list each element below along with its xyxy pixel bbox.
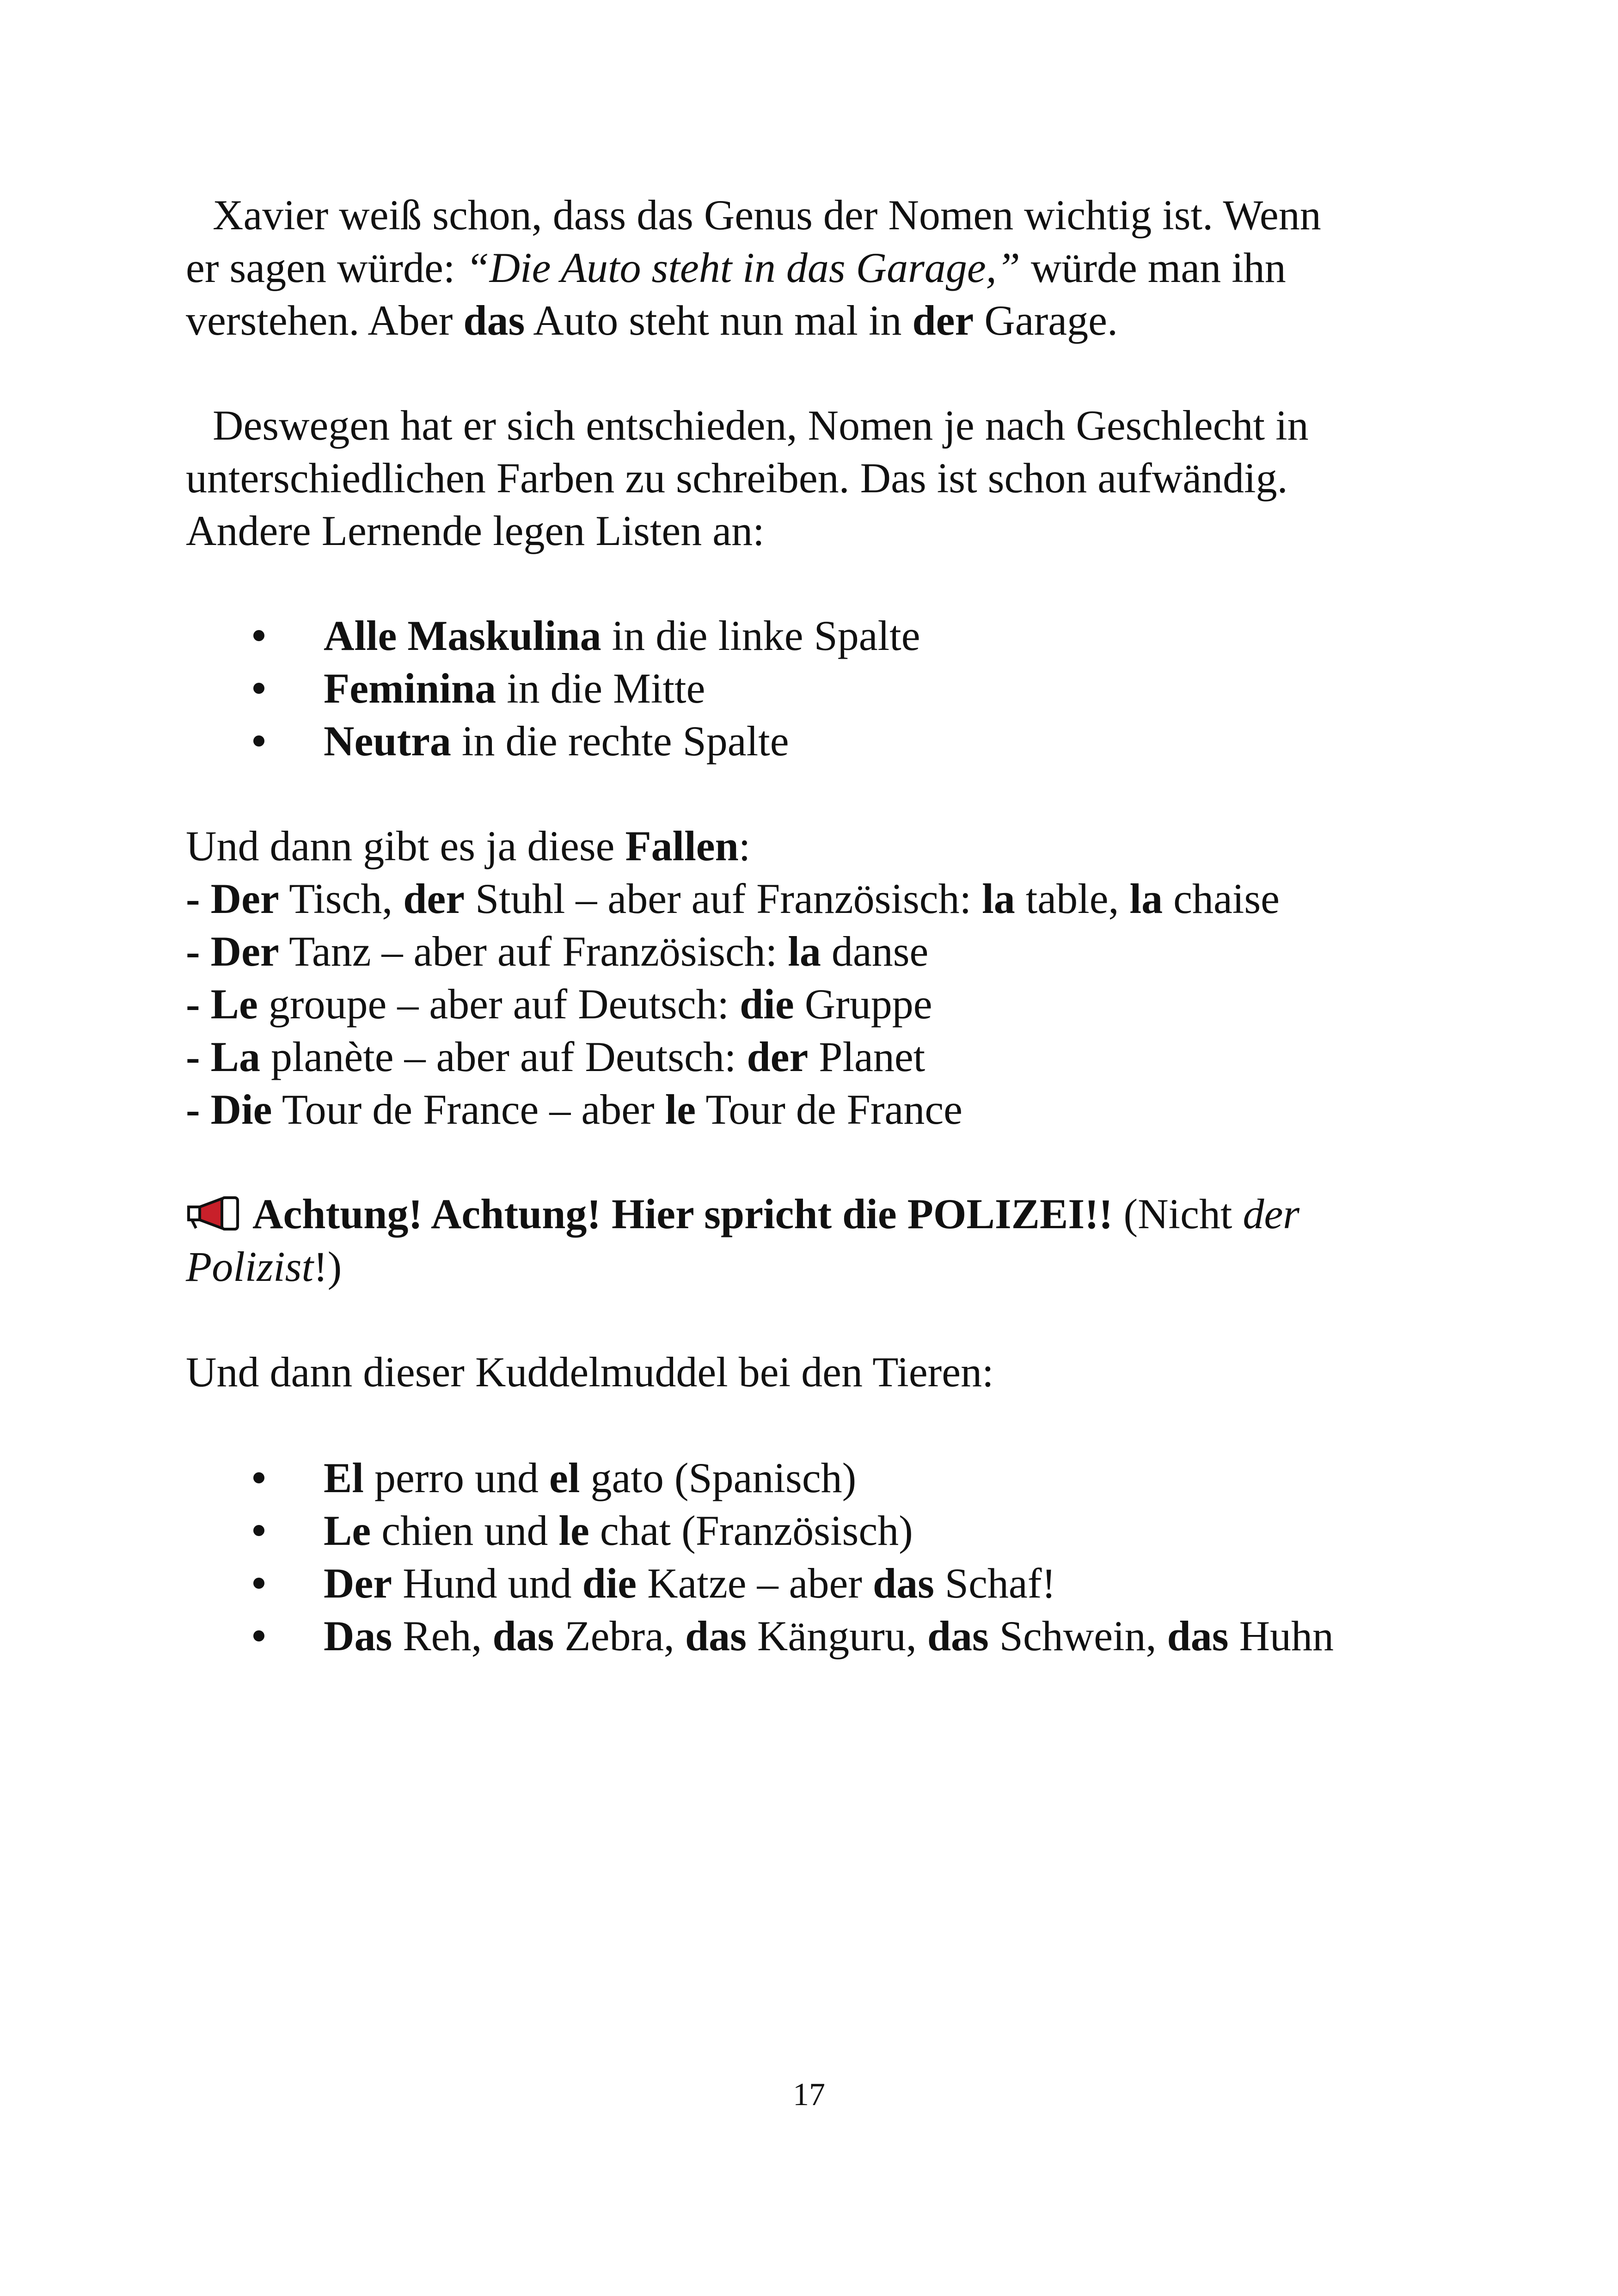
gender-list [253,609,1502,767]
article-bold: le [665,1086,696,1133]
article-bold: le [558,1507,589,1554]
paragraph-genus [186,189,1457,347]
police-notice [186,1188,1457,1293]
list-item [253,1504,1502,1557]
article-bold: Das [324,1612,392,1659]
bullet-icon [253,1525,264,1536]
list-item [253,609,1502,662]
trap-text: chaise [1163,875,1280,922]
bullet-icon [253,1578,264,1589]
notice-italic: der [1243,1190,1300,1237]
article-bold: der [912,297,974,344]
article-bold: das [927,1612,989,1659]
article-bold: der [747,1033,809,1080]
notice-text: !) [313,1243,342,1290]
list-item-text: in die linke Spalte [601,612,920,659]
trap-text: Tour de France – aber [272,1086,665,1133]
paragraph-text: unterschiedlichen Farben zu schreiben. Das ist schon aufwändig. [186,454,1288,502]
article-bold: das [463,297,525,344]
list-item-text: Reh, [392,1612,493,1659]
list-item [253,715,1502,767]
list-item-text: perro und [363,1454,550,1501]
article-bold: Le [324,1507,371,1554]
trap-line [186,925,1457,978]
article-bold: die [582,1560,637,1607]
paragraph-text: Xavier weiß schon, dass das Genus der Nomen wichtig ist. Wenn [213,191,1321,239]
list-item-text: chat (Französisch) [589,1507,913,1554]
article-bold: - Der [186,875,279,922]
bullet-icon [253,683,264,694]
list-item-text: Schaf! [934,1560,1056,1607]
article-bold: - Die [186,1086,272,1133]
bullet-icon [253,630,264,641]
article-bold: El [324,1454,364,1501]
list-item-bold: Feminina [324,665,496,712]
article-bold: Der [324,1560,392,1607]
list-item-text: Huhn [1228,1612,1334,1659]
list-item-text: in die rechte Spalte [451,717,789,765]
article-bold: das [492,1612,554,1659]
traps-keyword: Fallen [625,822,739,869]
paragraph-colors [186,399,1457,557]
article-bold: - Le [186,980,258,1028]
trap-text: table, [1015,875,1130,922]
list-item-text: Hund und [392,1560,582,1607]
article-bold: la [982,875,1015,922]
article-bold: - Der [186,928,279,975]
list-item-text: Schwein, [988,1612,1167,1659]
article-bold: - La [186,1033,260,1080]
trap-text: Tisch, [279,875,404,922]
paragraph-text: er sagen würde: [186,244,466,291]
list-item-text: Zebra, [554,1612,685,1659]
list-item-bold: Neutra [324,717,451,765]
paragraph-text: Auto steht nun mal in [525,297,913,344]
paragraph-text: verstehen. Aber [186,297,464,344]
notice-bold: Achtung! Achtung! Hier spricht die POLIZEI!! [252,1190,1113,1237]
list-item-text: in die Mitte [496,665,705,712]
article-bold: la [788,928,821,975]
trap-text: groupe – aber auf Deutsch: [257,980,740,1028]
trap-text: Stuhl – aber auf Französisch: [465,875,982,922]
list-item-text: Känguru, [746,1612,927,1659]
article-bold: la [1129,875,1163,922]
list-item-text: Katze – aber [637,1560,873,1607]
notice-text: (Nicht [1113,1190,1243,1237]
example-quote: “Die Auto steht in das Garage,” [466,244,1020,291]
list-item-bold: Alle Maskulina [324,612,601,659]
page-number: 17 [793,2077,825,2112]
article-bold: el [549,1454,580,1501]
article-bold: die [740,980,794,1028]
trap-text: Tanz – aber auf Französisch: [279,928,788,975]
list-item-text: chien und [371,1507,559,1554]
traps-section [186,820,1457,1136]
paragraph-text: Andere Lernende legen Listen an: [186,507,765,554]
article-bold: der [403,875,465,922]
article-bold: das [872,1560,934,1607]
list-item [253,1610,1502,1662]
paragraph-text: : [738,822,751,869]
traps-intro [186,820,1457,872]
list-item [253,1557,1502,1610]
bullet-icon [253,735,264,747]
megaphone-icon [186,1190,240,1243]
trap-text: Tour de France [696,1086,962,1133]
bullet-icon [253,1472,264,1483]
trap-line [186,978,1457,1030]
article-bold: das [1167,1612,1229,1659]
list-item-text: gato (Spanisch) [580,1454,857,1501]
paragraph-text: Deswegen hat er sich entschieden, Nomen je nach Geschlecht in [213,402,1309,449]
list-item [253,1451,1502,1504]
trap-line [186,1030,1457,1083]
paragraph-text: würde man ihn [1020,244,1286,291]
trap-text: Gruppe [794,980,932,1028]
trap-text: planète – aber auf Deutsch: [260,1033,747,1080]
list-item [253,662,1502,715]
animals-list [253,1451,1502,1662]
animals-intro [186,1346,1457,1398]
article-bold: das [685,1612,747,1659]
bullet-icon [253,1630,264,1641]
paragraph-text: Und dann dieser Kuddelmuddel bei den Tieren: [186,1348,994,1396]
trap-text: Planet [808,1033,925,1080]
paragraph-text: Garage. [974,297,1118,344]
trap-line [186,872,1457,925]
trap-text: danse [821,928,929,975]
trap-line [186,1083,1457,1136]
notice-italic: Polizist [186,1243,314,1290]
paragraph-text: Und dann gibt es ja diese [186,822,625,869]
